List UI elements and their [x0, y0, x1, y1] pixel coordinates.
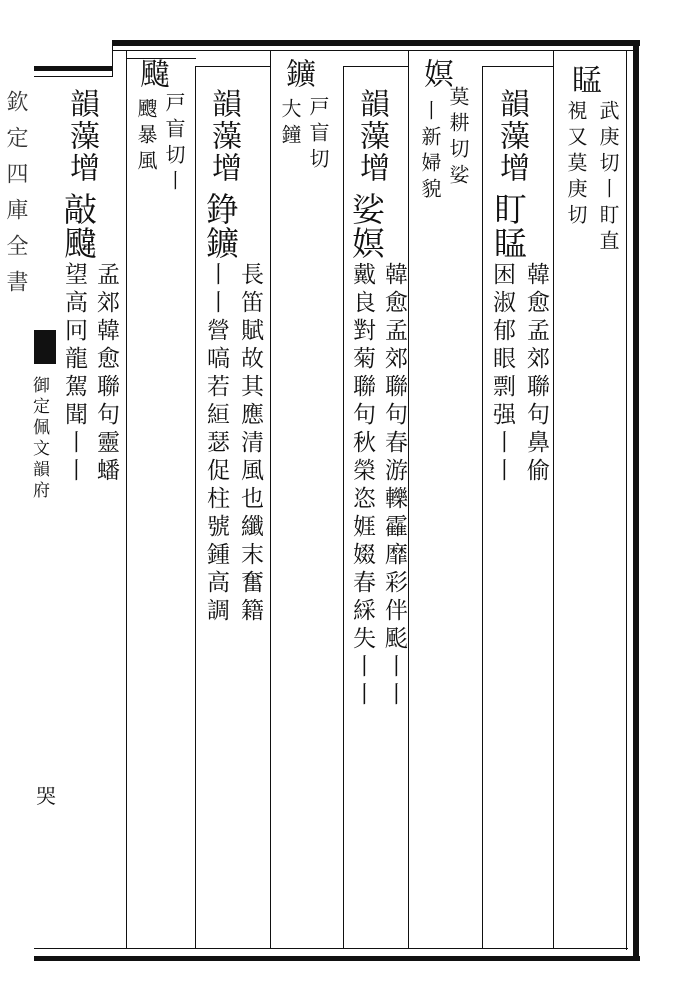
column-divider [482, 66, 483, 948]
headword: 䁅 [566, 64, 601, 96]
column-divider [195, 66, 196, 948]
text-right: 長笛賦故其應清風也纖末奮籍 [237, 262, 263, 626]
text-left: 丨丨營嗃若絙瑟促柱號鍾高調 [203, 262, 229, 626]
headword: 鑛 [280, 58, 315, 90]
frame-bottom-border [34, 956, 640, 961]
gloss-left: 大鐘 [278, 98, 302, 150]
frame-top-left-border [34, 66, 112, 71]
spine-subtitle: 御定佩文韻府 [29, 376, 49, 502]
spine-title: 欽定四庫全書 [3, 90, 28, 306]
text-left: 戴良對菊聯句秋榮恣娾娺春綵失丨丨 [349, 262, 375, 710]
tab-top-edge [195, 66, 271, 67]
frame-bottom-inner-border [34, 948, 628, 949]
gloss-left: 颼暴風 [134, 98, 158, 176]
term: 盯䁅 [489, 192, 528, 260]
text-right: 韓愈孟郊聯句鼻偷 [523, 262, 549, 486]
term: 錚鑛 [201, 192, 240, 260]
gloss-left: 丨新婦貌 [418, 100, 442, 204]
column-divider [343, 66, 344, 948]
column-divider [126, 50, 127, 948]
column-divider [553, 50, 554, 948]
frame-top-border [112, 40, 640, 46]
column-divider [270, 50, 271, 948]
column-divider [408, 50, 409, 948]
tab-top-edge [482, 66, 554, 67]
frame-top-left-inner-border [34, 76, 112, 77]
page-marker: 哭 [36, 784, 56, 808]
text-left: 望高冋龍駕聞丨丨 [61, 262, 87, 486]
gloss-right: 莫耕切娑 [446, 86, 470, 190]
frame-right-border [633, 40, 639, 958]
fish-tail-mark [34, 330, 56, 364]
column-divider [112, 40, 113, 77]
section-label: 韻藻增 [354, 88, 389, 184]
text-right: 孟郊韓愈聯句靈蟠 [93, 262, 119, 486]
headword: 颹 [134, 58, 169, 90]
gloss-right: 戸盲切 [306, 96, 330, 174]
tab-top-edge [343, 66, 409, 67]
gloss-right: 武庚切丨盯直 [596, 100, 620, 256]
section-label: 韻藻增 [494, 88, 529, 184]
gloss-right: 戸盲切丨 [162, 92, 186, 196]
text-left: 困淑郁眼剽强丨丨 [489, 262, 515, 486]
frame-right-inner-border [626, 50, 627, 950]
headword: 嫇 [418, 58, 453, 90]
term: 敲颹 [59, 192, 98, 260]
frame-top-inner-border [112, 50, 634, 51]
section-label: 韻藻增 [206, 88, 241, 184]
term: 娑嫇 [347, 192, 386, 260]
gloss-left: 視又莫庚切 [564, 100, 588, 230]
text-right: 韓愈孟郊聯句春游轢靃靡彩伴颩丨丨 [381, 262, 407, 710]
section-label: 韻藻增 [64, 88, 99, 184]
